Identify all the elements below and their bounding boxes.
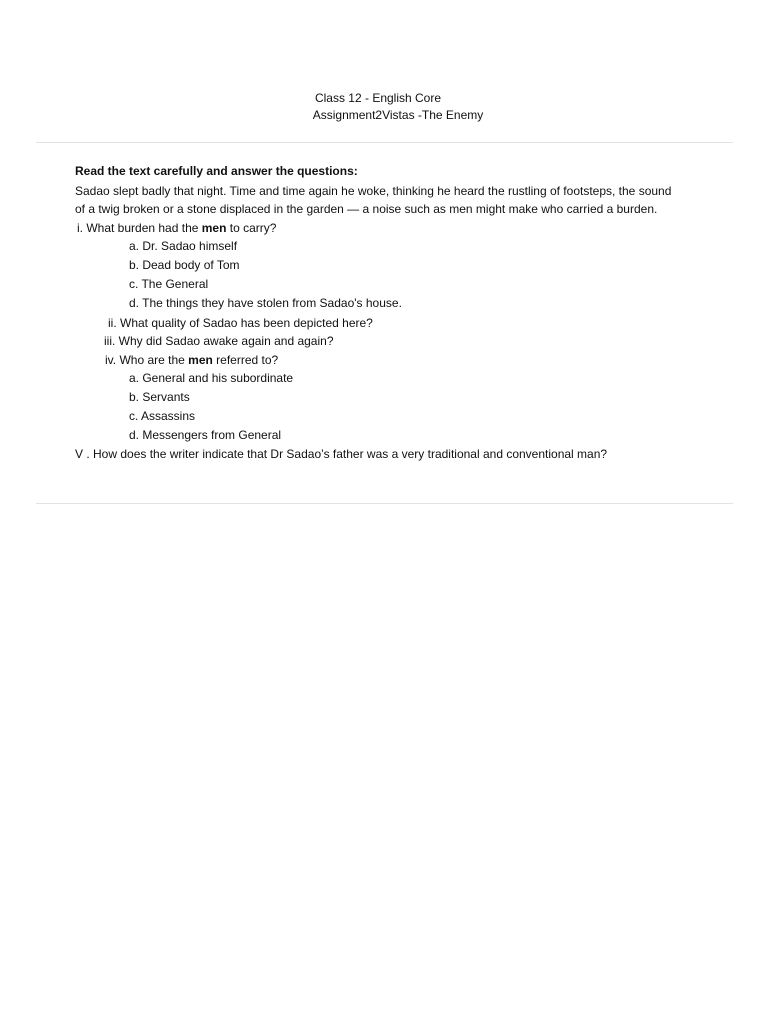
question-1-options [75,237,715,313]
question-4-options [75,369,715,445]
question-1-prefix: i. What burden had the [77,221,202,235]
option-item: b. Dead body of Tom [129,258,240,272]
question-4 [105,351,715,369]
question-1-emphasis: men [201,221,227,235]
option-item: c. The General [129,277,209,291]
passage-text [75,182,715,218]
question-2: ii. What quality of Sadao has been depicted here? [108,316,373,330]
option-item: b. Servants [129,390,190,404]
bottom-divider [36,503,733,504]
question-1-suffix: to carry? [226,221,277,235]
assignment-body [75,162,715,463]
question-5: V . How does the writer indicate that Dr Sadao’s father was a very traditional and conventional man? [75,447,608,461]
top-divider [36,142,733,143]
option-item: d. Messengers from General [129,428,282,442]
option-item: d. The things they have stolen from Sadao's house. [129,296,402,310]
question-1 [77,219,715,237]
passage-line-2: of a twig broken or a stone displaced in the garden — a noise such as men might make who carried a burden. [75,202,658,216]
document-title: Class 12 - English Core [314,91,442,105]
option-item: a. Dr. Sadao himself [129,239,238,253]
assignment-subtitle: Assignment2Vistas -The Enemy [312,108,484,122]
question-4-suffix: referred to? [212,353,279,367]
option-item: c. Assassins [129,409,196,423]
page-header [0,90,768,124]
question-3: iii. Why did Sadao awake again and again? [104,334,334,348]
passage-line-1: Sadao slept badly that night. Time and time again he woke, thinking he heard the rustling of footsteps, the sound [75,184,672,198]
instruction-heading: Read the text carefully and answer the questions: [75,164,358,178]
option-item: a. General and his subordinate [129,371,294,385]
question-4-prefix: iv. Who are the [105,353,189,367]
question-4-emphasis: men [188,353,213,367]
